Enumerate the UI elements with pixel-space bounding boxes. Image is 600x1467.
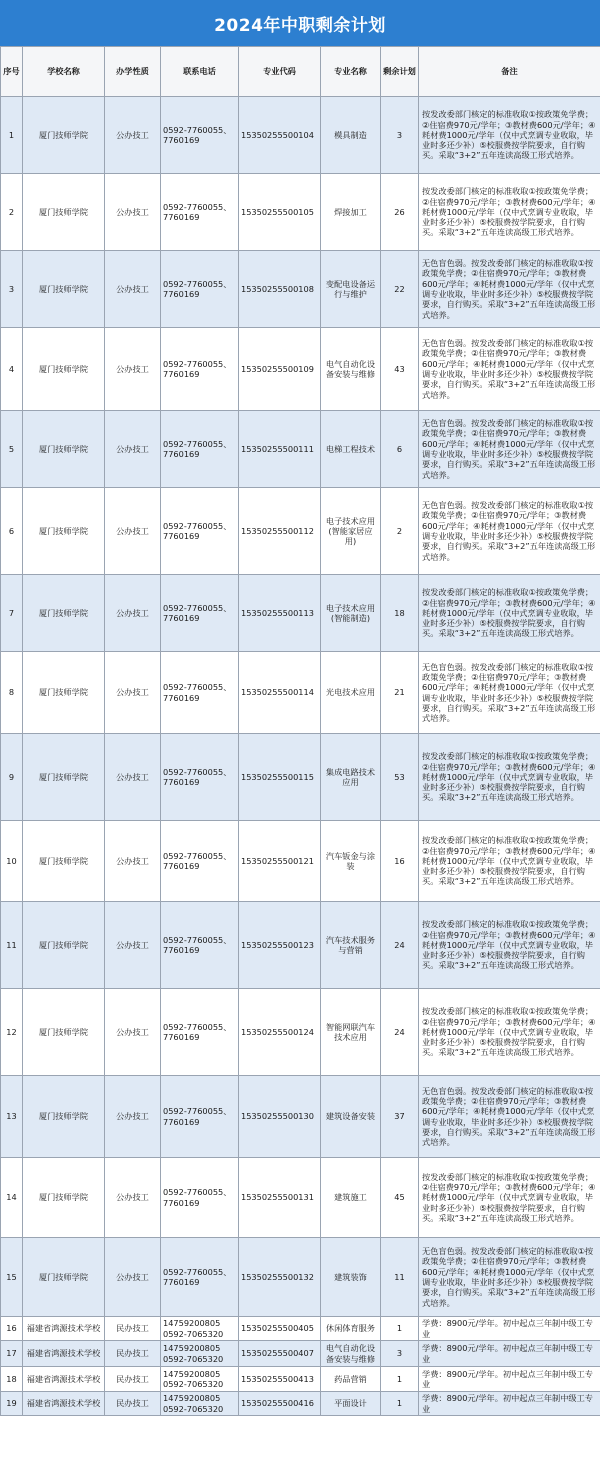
cell-school: 福建省鸿源技术学校	[23, 1317, 105, 1341]
cell-type: 公办技工	[105, 989, 161, 1076]
cell-remain: 3	[381, 97, 419, 174]
cell-major: 电子技术应用(智能家居应用)	[321, 488, 381, 575]
cell-school: 厦门技师学院	[23, 488, 105, 575]
cell-major: 集成电路技术应用	[321, 734, 381, 821]
cell-no: 3	[1, 251, 23, 328]
cell-no: 7	[1, 575, 23, 652]
table-row	[1, 1341, 600, 1367]
cell-phone: 0592-7760055、7760169	[161, 1238, 239, 1317]
table-row	[1, 1367, 600, 1392]
cell-no: 17	[1, 1341, 23, 1367]
cell-major: 电梯工程技术	[321, 411, 381, 488]
cell-no: 1	[1, 97, 23, 174]
cell-remain: 1	[381, 1367, 419, 1392]
cell-remain: 6	[381, 411, 419, 488]
cell-type: 公办技工	[105, 821, 161, 902]
cell-no: 5	[1, 411, 23, 488]
cell-major: 建筑设备安装	[321, 1076, 381, 1158]
cell-phone: 0592-7760055、7760169	[161, 734, 239, 821]
cell-remain: 1	[381, 1392, 419, 1416]
cell-phone: 0592-7760055、7760169	[161, 411, 239, 488]
cell-major: 平面设计	[321, 1392, 381, 1416]
cell-school: 福建省鸿源技术学校	[23, 1367, 105, 1392]
cell-school: 厦门技师学院	[23, 411, 105, 488]
cell-school: 厦门技师学院	[23, 174, 105, 251]
cell-code: 15350255500416	[239, 1392, 321, 1416]
table-row	[1, 902, 600, 989]
cell-code: 15350255500405	[239, 1317, 321, 1341]
cell-type: 公办技工	[105, 174, 161, 251]
cell-school: 厦门技师学院	[23, 989, 105, 1076]
cell-note: 无色盲色弱。按发改委部门核定的标准收取①按政策免学费；②住宿费970元/学年；③教材费600元/学年；④耗材费1000元/学年（仅中式烹调专业收取，毕业时多还少补）⑤校服费按学院要求，自行购买。采取“3+2”五年连读高级工形式培养。	[419, 488, 600, 575]
header-type: 办学性质	[105, 47, 161, 97]
table-row	[1, 1392, 600, 1416]
table-row	[1, 251, 600, 328]
cell-no: 19	[1, 1392, 23, 1416]
cell-major: 电气自动化设备安装与维修	[321, 328, 381, 411]
cell-type: 民办技工	[105, 1317, 161, 1341]
cell-note: 无色盲色弱。按发改委部门核定的标准收取①按政策免学费；②住宿费970元/学年；③教材费600元/学年；④耗材费1000元/学年（仅中式烹调专业收取，毕业时多还少补）⑤校服费按学院要求，自行购买。采取“3+2”五年连读高级工形式培养。	[419, 652, 600, 734]
table-row	[1, 488, 600, 575]
cell-note: 无色盲色弱。按发改委部门核定的标准收取①按政策免学费；②住宿费970元/学年；③教材费600元/学年；④耗材费1000元/学年（仅中式烹调专业收取，毕业时多还少补）⑤校服费按学院要求，自行购买。采取“3+2”五年连读高级工形式培养。	[419, 251, 600, 328]
cell-school: 福建省鸿源技术学校	[23, 1341, 105, 1367]
cell-phone: 0592-7760055、7760169	[161, 575, 239, 652]
cell-school: 厦门技师学院	[23, 734, 105, 821]
cell-code: 15350255500121	[239, 821, 321, 902]
cell-note: 无色盲色弱。按发改委部门核定的标准收取①按政策免学费；②住宿费970元/学年；③教材费600元/学年；④耗材费1000元/学年（仅中式烹调专业收取，毕业时多还少补）⑤校服费按学院要求，自行购买。采取“3+2”五年连读高级工形式培养。	[419, 328, 600, 411]
cell-code: 15350255500132	[239, 1238, 321, 1317]
cell-school: 厦门技师学院	[23, 1158, 105, 1238]
table-row	[1, 1317, 600, 1341]
cell-major: 电气自动化设备安装与维修	[321, 1341, 381, 1367]
cell-no: 4	[1, 328, 23, 411]
cell-note: 学费：8900元/学年。初中起点三年制中级工专业	[419, 1317, 600, 1341]
table-row	[1, 989, 600, 1076]
page-title: 2024年中职剩余计划	[0, 0, 600, 46]
cell-major: 汽车钣金与涂装	[321, 821, 381, 902]
table-row	[1, 174, 600, 251]
cell-major: 光电技术应用	[321, 652, 381, 734]
cell-code: 15350255500105	[239, 174, 321, 251]
cell-phone: 14759200805 0592-7065320	[161, 1392, 239, 1416]
cell-note: 按发改委部门核定的标准收取①按政策免学费；②住宿费970元/学年；③教材费600元/学年；④耗材费1000元/学年（仅中式烹调专业收取，毕业时多还少补）⑤校服费按学院要求，自行购买。采取“3+2”五年连读高级工形式培养。	[419, 734, 600, 821]
cell-remain: 26	[381, 174, 419, 251]
header-phone: 联系电话	[161, 47, 239, 97]
cell-remain: 24	[381, 989, 419, 1076]
cell-phone: 0592-7760055、7760169	[161, 1158, 239, 1238]
table-row	[1, 328, 600, 411]
cell-note: 按发改委部门核定的标准收取①按政策免学费；②住宿费970元/学年；③教材费600元/学年；④耗材费1000元/学年（仅中式烹调专业收取，毕业时多还少补）⑤校服费按学院要求，自行购买。采取“3+2”五年连读高级工形式培养。	[419, 989, 600, 1076]
cell-type: 民办技工	[105, 1341, 161, 1367]
cell-note: 无色盲色弱。按发改委部门核定的标准收取①按政策免学费；②住宿费970元/学年；③教材费600元/学年；④耗材费1000元/学年（仅中式烹调专业收取，毕业时多还少补）⑤校服费按学院要求，自行购买。采取“3+2”五年连读高级工形式培养。	[419, 1076, 600, 1158]
cell-school: 厦门技师学院	[23, 902, 105, 989]
plan-table	[0, 46, 600, 1416]
cell-code: 15350255500115	[239, 734, 321, 821]
header-note: 备注	[419, 47, 600, 97]
cell-note: 按发改委部门核定的标准收取①按政策免学费；②住宿费970元/学年；③教材费600元/学年；④耗材费1000元/学年（仅中式烹调专业收取，毕业时多还少补）⑤校服费按学院要求，自行购买。采取“3+2”五年连读高级工形式培养。	[419, 575, 600, 652]
cell-no: 8	[1, 652, 23, 734]
cell-no: 14	[1, 1158, 23, 1238]
header-remain: 剩余计划	[381, 47, 419, 97]
cell-code: 15350255500131	[239, 1158, 321, 1238]
cell-no: 10	[1, 821, 23, 902]
cell-type: 公办技工	[105, 575, 161, 652]
cell-school: 厦门技师学院	[23, 328, 105, 411]
cell-no: 15	[1, 1238, 23, 1317]
cell-type: 民办技工	[105, 1367, 161, 1392]
cell-remain: 3	[381, 1341, 419, 1367]
cell-no: 11	[1, 902, 23, 989]
cell-type: 民办技工	[105, 1392, 161, 1416]
header-school: 学校名称	[23, 47, 105, 97]
cell-major: 休闲体育服务	[321, 1317, 381, 1341]
cell-school: 厦门技师学院	[23, 1076, 105, 1158]
cell-code: 15350255500413	[239, 1367, 321, 1392]
cell-major: 模具制造	[321, 97, 381, 174]
cell-code: 15350255500112	[239, 488, 321, 575]
cell-code: 15350255500113	[239, 575, 321, 652]
cell-no: 9	[1, 734, 23, 821]
cell-code: 15350255500111	[239, 411, 321, 488]
cell-note: 学费：8900元/学年。初中起点三年制中级工专业	[419, 1392, 600, 1416]
header-major: 专业名称	[321, 47, 381, 97]
cell-phone: 14759200805 0592-7065320	[161, 1367, 239, 1392]
cell-phone: 0592-7760055、7760169	[161, 174, 239, 251]
cell-note: 无色盲色弱。按发改委部门核定的标准收取①按政策免学费；②住宿费970元/学年；③教材费600元/学年；④耗材费1000元/学年（仅中式烹调专业收取，毕业时多还少补）⑤校服费按学院要求，自行购买。采取“3+2”五年连读高级工形式培养。	[419, 411, 600, 488]
cell-note: 按发改委部门核定的标准收取①按政策免学费；②住宿费970元/学年；③教材费600元/学年；④耗材费1000元/学年（仅中式烹调专业收取，毕业时多还少补）⑤校服费按学院要求，自行购买。采取“3+2”五年连读高级工形式培养。	[419, 821, 600, 902]
cell-no: 18	[1, 1367, 23, 1392]
cell-type: 公办技工	[105, 1158, 161, 1238]
cell-type: 公办技工	[105, 652, 161, 734]
cell-remain: 53	[381, 734, 419, 821]
cell-phone: 0592-7760055、7760169	[161, 652, 239, 734]
cell-code: 15350255500124	[239, 989, 321, 1076]
cell-no: 6	[1, 488, 23, 575]
table-row	[1, 1158, 600, 1238]
cell-remain: 24	[381, 902, 419, 989]
cell-code: 15350255500109	[239, 328, 321, 411]
cell-phone: 0592-7760055、7760169	[161, 97, 239, 174]
table-row	[1, 821, 600, 902]
table-row	[1, 97, 600, 174]
cell-no: 13	[1, 1076, 23, 1158]
cell-note: 按发改委部门核定的标准收取①按政策免学费；②住宿费970元/学年；③教材费600元/学年；④耗材费1000元/学年（仅中式烹调专业收取，毕业时多还少补）⑤校服费按学院要求，自行购买。采取“3+2”五年连读高级工形式培养。	[419, 1158, 600, 1238]
cell-note: 按发改委部门核定的标准收取①按政策免学费；②住宿费970元/学年；③教材费600元/学年；④耗材费1000元/学年（仅中式烹调专业收取，毕业时多还少补）⑤校服费按学院要求，自行购买。采取“3+2”五年连读高级工形式培养。	[419, 902, 600, 989]
cell-note: 按发改委部门核定的标准收取①按政策免学费；②住宿费970元/学年；③教材费600元/学年；④耗材费1000元/学年（仅中式烹调专业收取，毕业时多还少补）⑤校服费按学院要求，自行购买。采取“3+2”五年连读高级工形式培养。	[419, 174, 600, 251]
cell-no: 2	[1, 174, 23, 251]
cell-type: 公办技工	[105, 902, 161, 989]
cell-type: 公办技工	[105, 488, 161, 575]
header-code: 专业代码	[239, 47, 321, 97]
cell-phone: 0592-7760055、7760169	[161, 989, 239, 1076]
cell-note: 学费：8900元/学年。初中起点三年制中级工专业	[419, 1367, 600, 1392]
cell-type: 公办技工	[105, 734, 161, 821]
cell-remain: 2	[381, 488, 419, 575]
cell-code: 15350255500407	[239, 1341, 321, 1367]
cell-school: 福建省鸿源技术学校	[23, 1392, 105, 1416]
cell-note: 按发改委部门核定的标准收取①按政策免学费；②住宿费970元/学年；③教材费600元/学年；④耗材费1000元/学年（仅中式烹调专业收取，毕业时多还少补）⑤校服费按学院要求，自行购买。采取“3+2”五年连读高级工形式培养。	[419, 97, 600, 174]
cell-code: 15350255500108	[239, 251, 321, 328]
cell-code: 15350255500130	[239, 1076, 321, 1158]
cell-note: 学费：8900元/学年。初中起点三年制中级工专业	[419, 1341, 600, 1367]
cell-remain: 45	[381, 1158, 419, 1238]
table-row	[1, 411, 600, 488]
cell-remain: 43	[381, 328, 419, 411]
table-row	[1, 575, 600, 652]
cell-type: 公办技工	[105, 328, 161, 411]
table-row	[1, 652, 600, 734]
cell-code: 15350255500104	[239, 97, 321, 174]
cell-type: 公办技工	[105, 251, 161, 328]
cell-code: 15350255500114	[239, 652, 321, 734]
cell-type: 公办技工	[105, 1076, 161, 1158]
cell-phone: 14759200805 0592-7065320	[161, 1341, 239, 1367]
table-row	[1, 734, 600, 821]
cell-no: 16	[1, 1317, 23, 1341]
cell-school: 厦门技师学院	[23, 575, 105, 652]
cell-remain: 18	[381, 575, 419, 652]
cell-remain: 37	[381, 1076, 419, 1158]
header-row	[1, 47, 600, 97]
cell-type: 公办技工	[105, 97, 161, 174]
cell-phone: 0592-7760055、7760169	[161, 251, 239, 328]
cell-phone: 14759200805 0592-7065320	[161, 1317, 239, 1341]
cell-remain: 22	[381, 251, 419, 328]
header-no: 序号	[1, 47, 23, 97]
cell-major: 汽车技术服务与营销	[321, 902, 381, 989]
cell-phone: 0592-7760055、7760169	[161, 488, 239, 575]
cell-major: 变配电设备运行与维护	[321, 251, 381, 328]
cell-major: 焊接加工	[321, 174, 381, 251]
cell-major: 电子技术应用(智能制造)	[321, 575, 381, 652]
cell-remain: 1	[381, 1317, 419, 1341]
cell-phone: 0592-7760055、7760169	[161, 902, 239, 989]
cell-remain: 16	[381, 821, 419, 902]
cell-remain: 11	[381, 1238, 419, 1317]
cell-type: 公办技工	[105, 1238, 161, 1317]
cell-school: 厦门技师学院	[23, 97, 105, 174]
cell-school: 厦门技师学院	[23, 652, 105, 734]
cell-school: 厦门技师学院	[23, 1238, 105, 1317]
cell-major: 智能网联汽车技术应用	[321, 989, 381, 1076]
cell-major: 建筑施工	[321, 1158, 381, 1238]
cell-phone: 0592-7760055、7760169	[161, 328, 239, 411]
cell-major: 建筑装饰	[321, 1238, 381, 1317]
table-row	[1, 1076, 600, 1158]
table-row	[1, 1238, 600, 1317]
cell-note: 无色盲色弱。按发改委部门核定的标准收取①按政策免学费；②住宿费970元/学年；③教材费600元/学年；④耗材费1000元/学年（仅中式烹调专业收取，毕业时多还少补）⑤校服费按学院要求，自行购买。采取“3+2”五年连读高级工形式培养。	[419, 1238, 600, 1317]
cell-phone: 0592-7760055、7760169	[161, 821, 239, 902]
cell-school: 厦门技师学院	[23, 251, 105, 328]
cell-no: 12	[1, 989, 23, 1076]
cell-school: 厦门技师学院	[23, 821, 105, 902]
cell-major: 药品营销	[321, 1367, 381, 1392]
cell-phone: 0592-7760055、7760169	[161, 1076, 239, 1158]
cell-code: 15350255500123	[239, 902, 321, 989]
cell-remain: 21	[381, 652, 419, 734]
cell-type: 公办技工	[105, 411, 161, 488]
